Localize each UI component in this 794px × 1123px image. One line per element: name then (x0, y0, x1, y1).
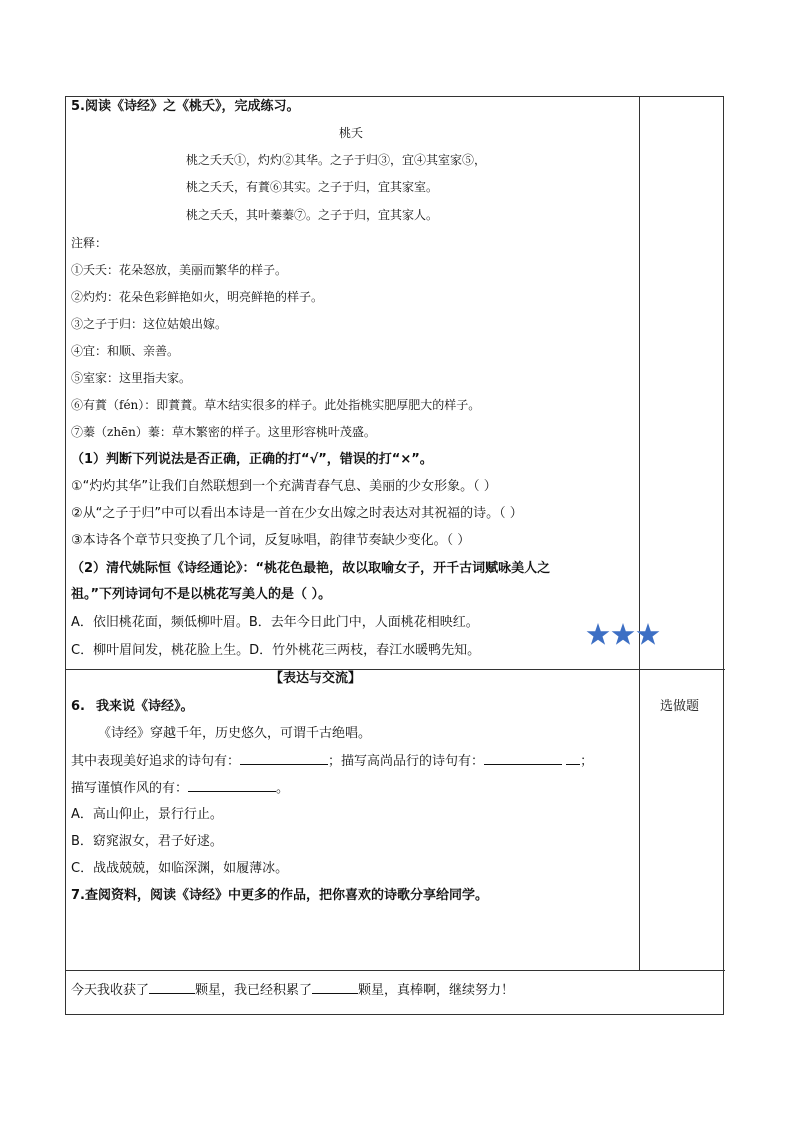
star-icon (637, 623, 660, 645)
q6-number: 6. (71, 699, 85, 714)
fill-label-pursuit: 其中表现美好追求的诗句有： (71, 754, 241, 769)
star-icon (587, 623, 610, 645)
fill-label-character: ；描写高尚品行的诗句有： (328, 754, 485, 769)
blank-character[interactable] (484, 752, 562, 765)
notes-label: 注释： (71, 236, 108, 250)
q6-title: 我来说《诗经》。 (96, 699, 194, 714)
blank-character-tail[interactable] (566, 752, 580, 765)
column-divider (639, 97, 640, 970)
q5-heading: 5.阅读《诗经》之《桃夭》，完成练习。 (71, 99, 300, 114)
fill-label-caution: 描写谨慎作风的有： (71, 781, 189, 796)
blank-caution[interactable] (188, 779, 276, 792)
fill-end: 。 (276, 781, 290, 796)
note-6: ⑥有蕡（fén）：即蕡蕡。草木结实很多的样子。此处指桃实肥厚肥大的样子。 (71, 398, 481, 412)
part1-item-1: ①“灼灼其华”让我们自然联想到一个充满青春气息、美丽的少女形象。（ ） (71, 479, 497, 494)
note-7: ⑦蓁（zhēn）蓁：草木繁密的样子。这里形容桃叶茂盛。 (71, 425, 376, 439)
part1-item-2: ②从“之子于归”中可以看出本诗是一首在少女出嫁之时表达对其祝福的诗。（ ） (71, 506, 523, 521)
note-3: ③之子于归：这位姑娘出嫁。 (71, 317, 228, 331)
footer-part3: 颗星，真棒啊，继续努力！ (358, 983, 515, 998)
footer-line (71, 981, 514, 1000)
part1-item-3: ③本诗各个章节只变换了几个词，反复咏唱，韵律节奏缺少变化。（ ） (71, 533, 471, 548)
poem-line-1: 桃之夭夭①，灼灼②其华。之子于归③，宜④其室家⑤， (186, 153, 487, 167)
q6-intro: 《诗经》穿越千年，历史悠久，可谓千古绝唱。 (98, 726, 372, 741)
blank-stars-total[interactable] (312, 981, 358, 994)
row-divider-2 (66, 970, 725, 971)
poem-line-3: 桃之夭夭，其叶蓁蓁⑦。之子于归，宜其家人。 (186, 208, 439, 222)
q6-option-b: B．窈窕淑女，君子好逑。 (71, 834, 223, 849)
optional-label: 选做题 (660, 699, 700, 714)
q6-fill-line (71, 752, 593, 771)
blank-pursuit[interactable] (240, 752, 328, 765)
section-title: 【表达与交流】 (270, 671, 362, 686)
poem-line-2: 桃之夭夭，有蕡⑥其实。之子于归，宜其家室。 (186, 180, 439, 194)
part2-options-line2: C．柳叶眉间发，桃花脸上生。D．竹外桃花三两枝，春江水暖鸭先知。 (71, 643, 481, 658)
blank-stars-today[interactable] (149, 981, 195, 994)
part2-prompt-line2: 祖。”下列诗词句不是以桃花写美人的是（ ）。 (71, 587, 332, 602)
star-icon (612, 623, 635, 645)
note-4: ④宜：和顺、亲善。 (71, 344, 180, 358)
footer-part2: 颗星，我已经积累了 (195, 983, 313, 998)
row-divider-1 (66, 669, 725, 670)
note-1: ①夭夭：花朵怒放，美丽而繁华的样子。 (71, 263, 288, 277)
footer-part1: 今天我收获了 (71, 983, 150, 998)
part2-prompt-line1: （2）清代姚际恒《诗经通论》：“桃花色最艳，故以取喻女子，开千古词赋咏美人之 (71, 561, 551, 576)
fill-separator: ； (580, 754, 594, 769)
star-rating (586, 622, 660, 648)
note-2: ②灼灼：花朵色彩鲜艳如火，明亮鲜艳的样子。 (71, 290, 324, 304)
q7-text: 7.查阅资料，阅读《诗经》中更多的作品，把你喜欢的诗歌分享给同学。 (71, 888, 488, 903)
poem-title: 桃夭 (339, 126, 364, 140)
part1-prompt: （1）判断下列说法是否正确，正确的打“√”，错误的打“×”。 (71, 452, 433, 467)
part2-options-line1: A．依旧桃花面，频低柳叶眉。B．去年今日此门中，人面桃花相映红。 (71, 615, 479, 630)
note-5: ⑤室家：这里指夫家。 (71, 371, 192, 385)
q6-option-a: A．高山仰止，景行行止。 (71, 807, 223, 822)
q6-option-c: C．战战兢兢，如临深渊，如履薄冰。 (71, 861, 289, 876)
q6-fill-line-2 (71, 779, 289, 798)
